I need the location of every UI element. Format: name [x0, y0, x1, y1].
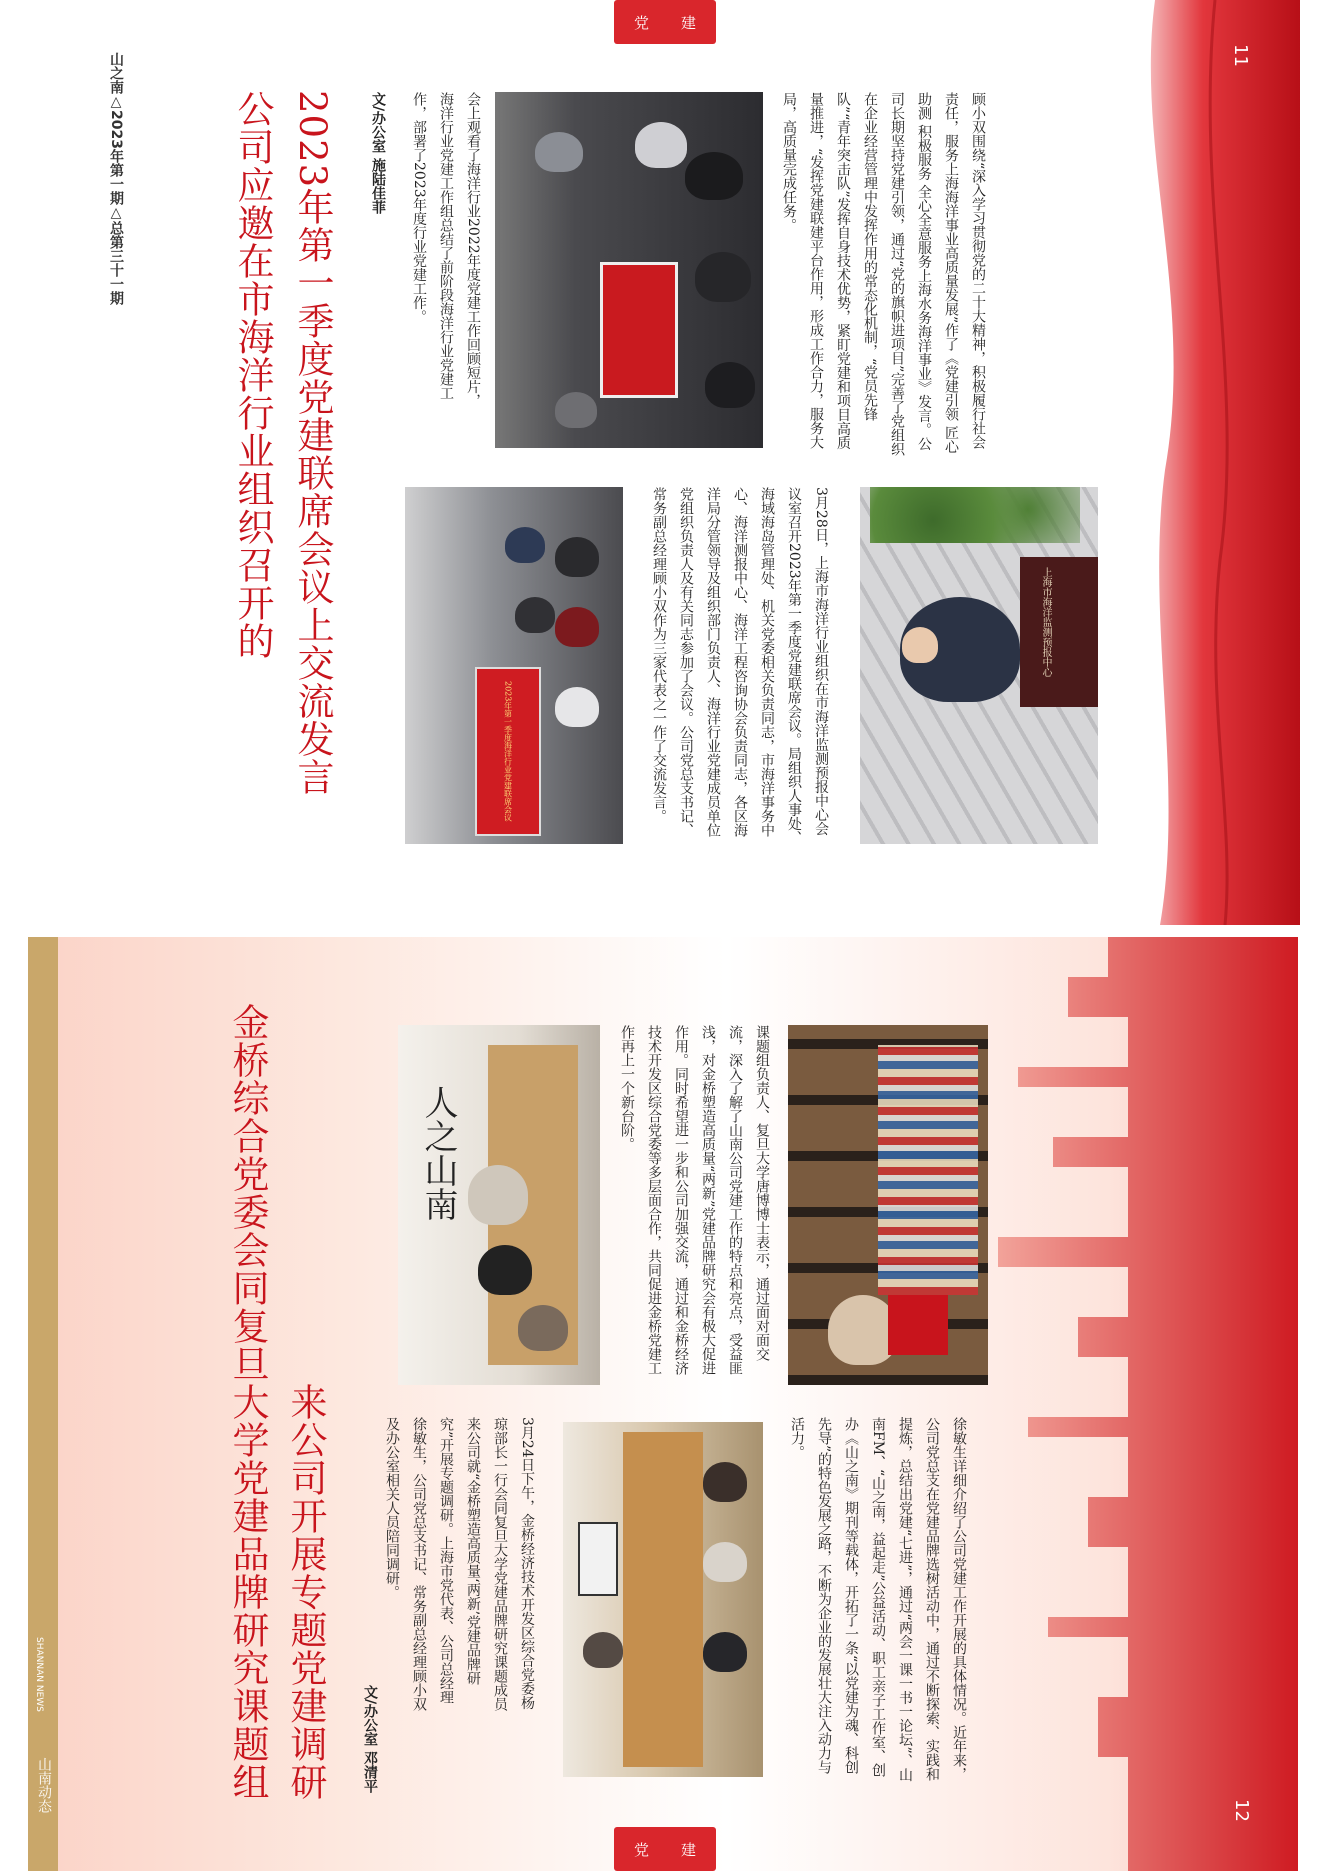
article-title-line2: 来公司开展专题党建调研	[284, 1383, 327, 1801]
meeting-photo-front	[495, 92, 763, 448]
bookshelf-photo	[788, 1025, 988, 1385]
article-title-line1: 公司应邀在市海洋行业组织召开的	[231, 90, 274, 660]
left-page	[28, 937, 1298, 1871]
article-paragraph: 3月28日，上海市海洋行业组织在市海洋监测预报中心会议室召开2023年第一季度党建联席会议。局组织人事处、海域海岛管理处、机关党委相关负责同志，市海洋事务中心、海洋测报中心、海洋工程咨询协会负责同志，各区海洋局分管领导及组织部门负责人、海洋行业党建成员单位党组织负责人及有关同志参加了会议。公司党总支书记、常务副总经理顾小双作为三家代表之一作了交流发言。	[651, 487, 829, 845]
article-paragraph: 3月24日下午，金桥经济技术开发区综合党委杨琼部长一行会同复旦大学党建品牌研究课题成员来公司就“金桥塑造高质量‘两新’党建品牌研究”开展专题调研。上海市党代表、公司总经理徐敏生，公司党总支书记、常务副总经理顾小双及办公室相关人员陪同调研。	[384, 1417, 535, 1711]
article-paragraph: 会上观看了海洋行业2022年度党建工作回顾短片，海洋行业党建工作组总结了前阶段海洋行业党建工作，部署了2023年度行业党建工作。	[411, 92, 481, 408]
byline: 文/办公室 施陆佳菲	[370, 92, 386, 214]
section-tag	[614, 1827, 716, 1871]
section-tag-char: 党	[634, 13, 650, 32]
right-page	[0, 0, 1323, 925]
section-tag-char: 建	[680, 13, 696, 32]
column-label-en: SHANNAN NEWS	[34, 1637, 44, 1712]
podium-label: 上海市海洋监测预报中心	[1040, 567, 1051, 677]
conference-table-photo	[563, 1422, 763, 1777]
red-ribbon-decoration	[1125, 0, 1300, 925]
screen-text: 2023年第一季度海洋行业党建联席会议	[503, 681, 513, 822]
section-tag	[614, 0, 716, 44]
running-header: 山之南△2023年第一期△总第三十一期	[108, 52, 124, 305]
article-paragraph: 顾小双围绕“深入学习贯彻党的二十大精神，积极履行社会责任，服务上海海洋事业高质量发展”作了《党建引领 匠心助测 积极服务 全心全意服务上海水务海洋事业》发言。公司长期坚持党建引领，通过“党的旗帜进项目”完善了党组织在企业经营管理中发挥作用的常态化机制，“党员先锋队”“青年突击队”发挥自身技术优势，紧盯党建和项目高质量推进，“发挥党建联建平台作用，形成工作合力，服务大局，高质量完成任务。	[781, 92, 986, 457]
calligraphy-scroll: 人之山南	[418, 1085, 458, 1221]
city-skyline-decoration	[958, 937, 1298, 1871]
conference-table	[623, 1432, 703, 1767]
page-number: 12	[1231, 1799, 1252, 1822]
office-meeting-photo	[398, 1025, 600, 1385]
meeting-photo-wide	[405, 487, 623, 844]
column-label-strip	[28, 937, 58, 1871]
column-label: 山南动态	[36, 1757, 52, 1813]
article-title-line2: 2023年第一季度党建联席会议上交流发言	[291, 90, 334, 797]
red-screen	[600, 262, 678, 398]
byline: 文/办公室 邓清平	[362, 1685, 378, 1793]
section-tag-char: 党	[634, 1840, 650, 1859]
plant	[870, 487, 1080, 543]
presentation-screen	[578, 1522, 618, 1596]
podium	[1020, 557, 1098, 707]
red-screen	[475, 667, 541, 836]
article-paragraph: 课题组负责人、复旦大学唐博博士表示，通过面对面交流，深入了解了山南公司党建工作的特点和亮点，受益匪浅，对金桥塑造高质量“两新”党建品牌研究会有极大促进作用。同时希望进一步和公司加强交流，通过和金桥经济技术开发区综合党委等多层面合作，共同促进金桥党建工作再上一个新台阶。	[619, 1025, 770, 1376]
party-emblem-poster	[888, 1295, 948, 1355]
section-tag-char: 建	[680, 1840, 696, 1859]
article-title-line1: 金桥综合党委会同复旦大学党建品牌研究课题组	[226, 1003, 269, 1801]
article-paragraph: 徐敏生详细介绍了公司党建工作开展的具体情况。近年来，公司党总支在党建品牌选树活动中，通过不断探索、实践和提炼，总结出党建“七进”，通过“两会一课一书一论坛”、山南FM、“山之南，益起走”公益活动、职工亲子工作室、创办《山之南》期刊等载体，开拓了一条“以党建为魂、科创先导”的特色发展之路，不断为企业的发展壮大注入动力与活力。	[789, 1417, 967, 1782]
speaker-photo	[860, 487, 1098, 844]
page-number: 11	[1230, 44, 1251, 67]
